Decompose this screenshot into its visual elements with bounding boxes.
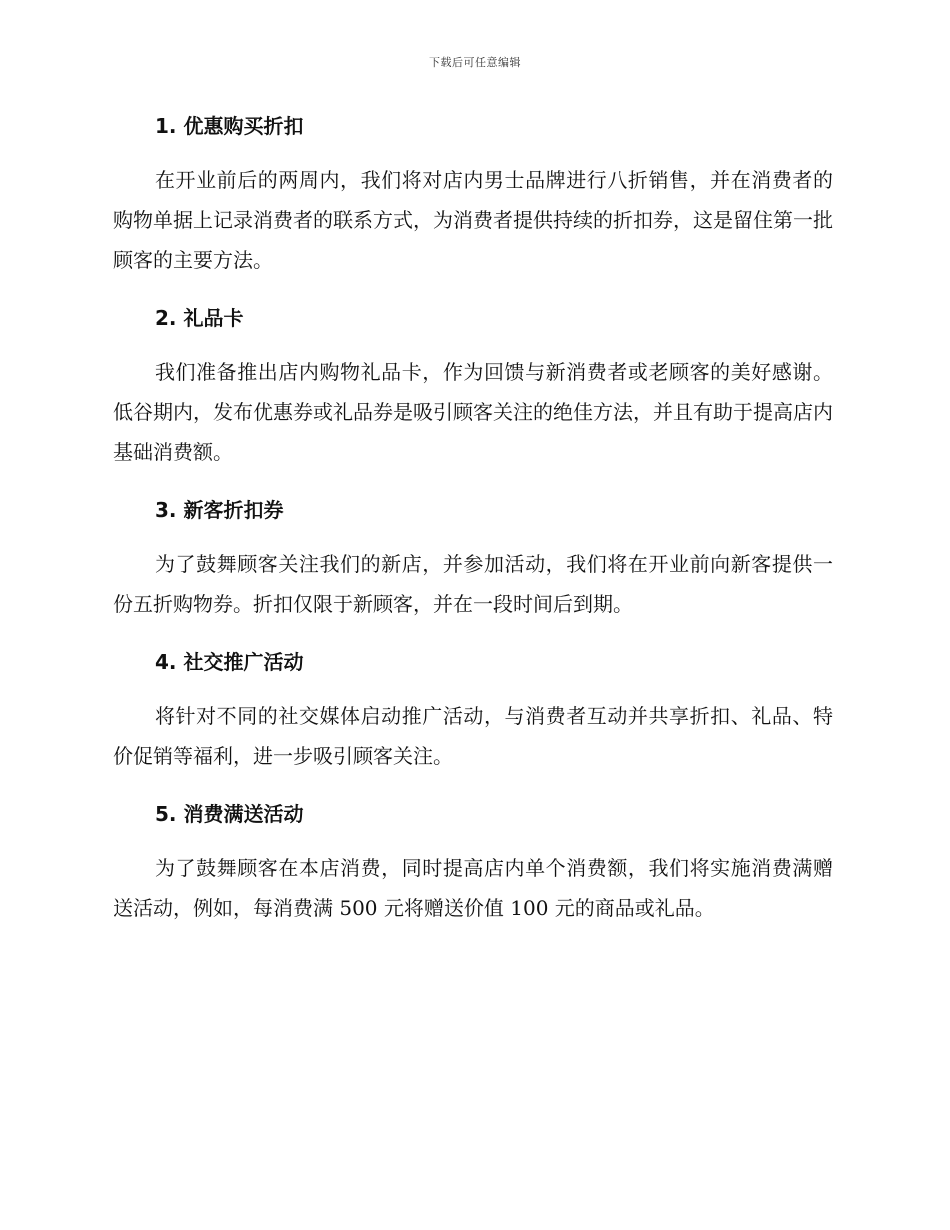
section-1 (113, 110, 833, 280)
section-title: 3. 新客折扣券 (155, 498, 284, 522)
section-3 (113, 494, 833, 624)
section-2 (113, 302, 833, 472)
section-paragraph: 在开业前后的两周内，我们将对店内男士品牌进行八折销售，并在消费者的购物单据上记录消费者的联系方式，为消费者提供持续的折扣券，这是留住第一批顾客的主要方法。 (113, 168, 833, 272)
section-paragraph: 为了鼓舞顾客在本店消费，同时提高店内单个消费额，我们将实施消费满赠送活动，例如，每消费满 500 元将赠送价值 100 元的商品或礼品。 (113, 856, 833, 920)
section-4 (113, 646, 833, 776)
section-paragraph: 将针对不同的社交媒体启动推广活动，与消费者互动并共享折扣、礼品、特价促销等福利，进一步吸引顾客关注。 (113, 704, 833, 768)
section-title: 2. 礼品卡 (155, 306, 244, 330)
section-title: 5. 消费满送活动 (155, 802, 304, 826)
document-body (113, 110, 833, 950)
section-paragraph: 我们准备推出店内购物礼品卡，作为回馈与新消费者或老顾客的美好感谢。低谷期内，发布优惠券或礼品券是吸引顾客关注的绝佳方法，并且有助于提高店内基础消费额。 (113, 360, 833, 464)
section-title: 4. 社交推广活动 (155, 650, 304, 674)
page-header: 下载后可任意编辑 (429, 56, 521, 69)
section-5 (113, 798, 833, 928)
section-title: 1. 优惠购买折扣 (155, 114, 304, 138)
section-paragraph: 为了鼓舞顾客关注我们的新店，并参加活动，我们将在开业前向新客提供一份五折购物券。折扣仅限于新顾客，并在一段时间后到期。 (113, 552, 833, 616)
